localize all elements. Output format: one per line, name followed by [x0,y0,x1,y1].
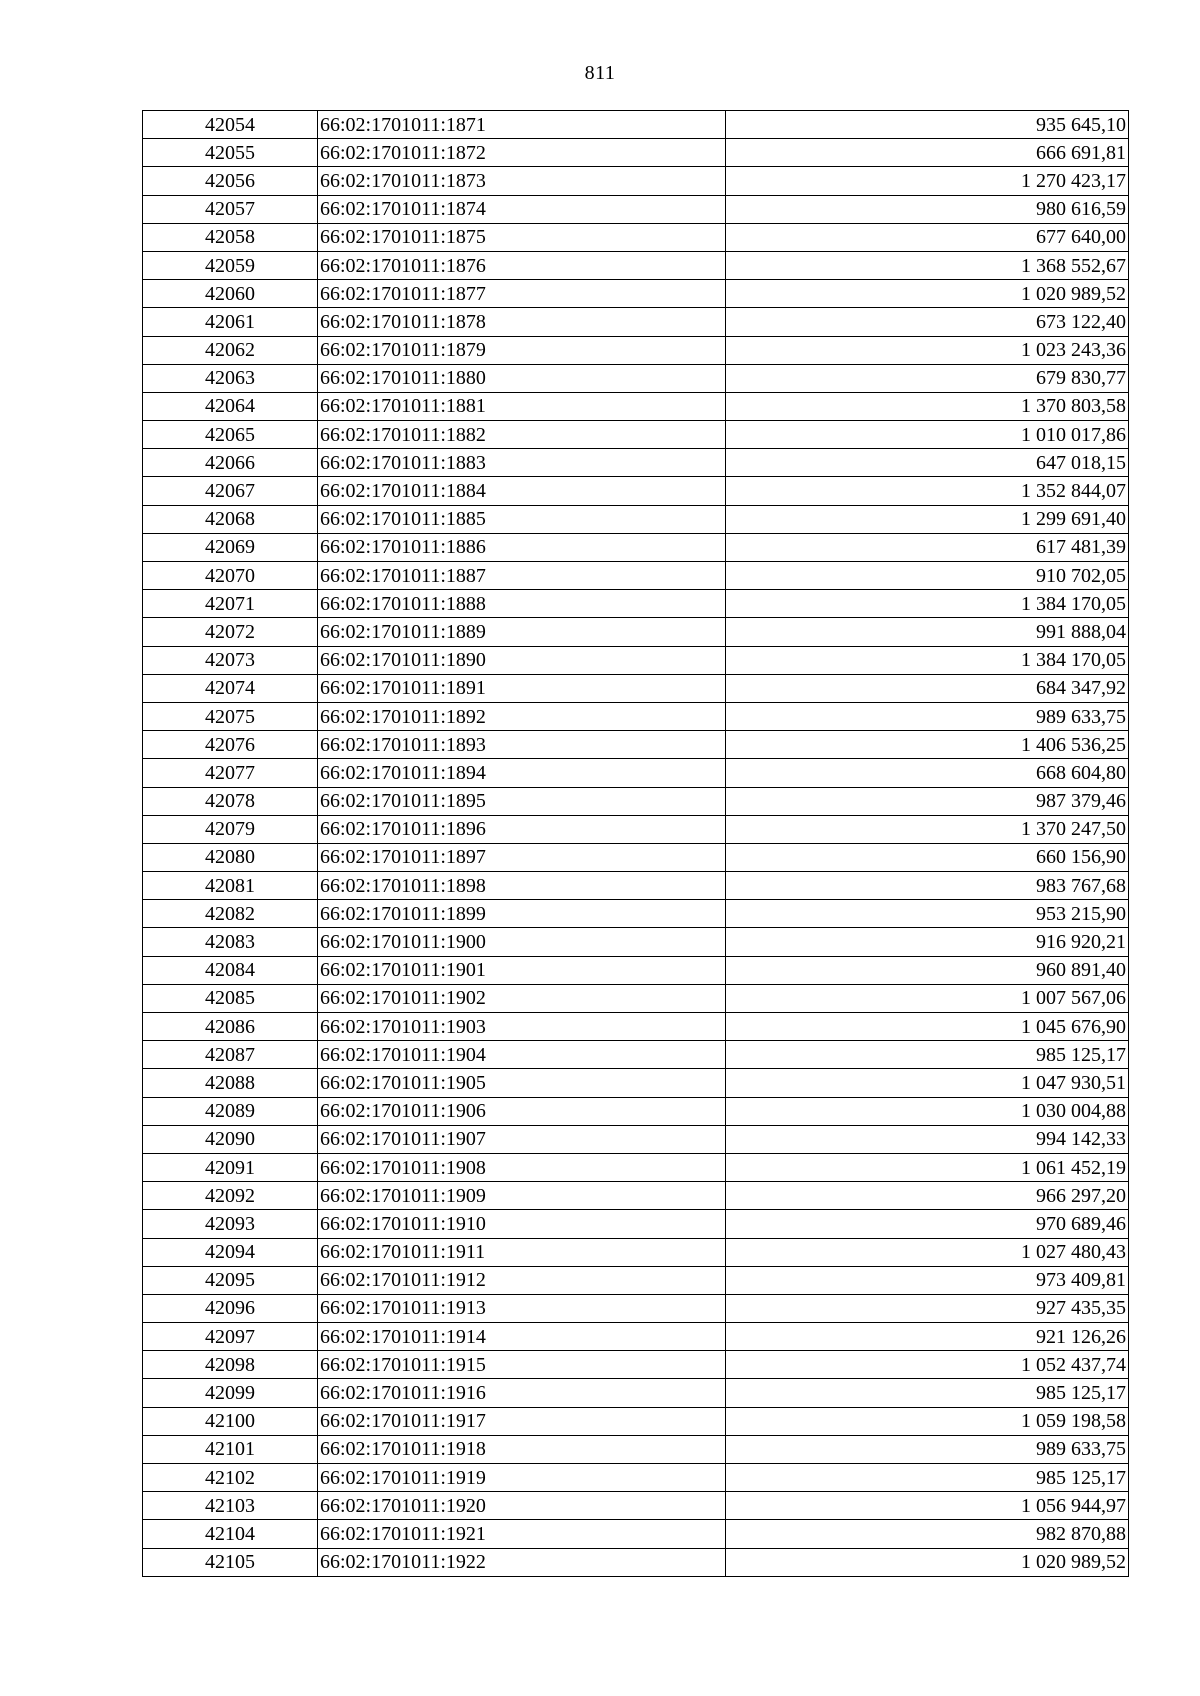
cadastral-value-cell: 1 384 170,05 [726,646,1129,674]
cadastral-number-cell: 66:02:1701011:1881 [318,392,726,420]
cadastral-number-cell: 66:02:1701011:1889 [318,618,726,646]
table-row [143,195,1129,223]
cadastral-number-cell: 66:02:1701011:1887 [318,562,726,590]
cadastral-value-cell: 1 047 930,51 [726,1069,1129,1097]
table-row [143,1351,1129,1379]
cadastral-value-cell: 935 645,10 [726,111,1129,139]
row-number-cell: 42096 [143,1294,318,1322]
table-row [143,1520,1129,1548]
table-row [143,731,1129,759]
table-row [143,1125,1129,1153]
row-number-cell: 42079 [143,815,318,843]
row-number-cell: 42056 [143,167,318,195]
cadastral-number-cell: 66:02:1701011:1902 [318,984,726,1012]
table-row [143,111,1129,139]
table-row [143,1379,1129,1407]
row-number-cell: 42073 [143,646,318,674]
cadastral-value-cell: 1 061 452,19 [726,1153,1129,1181]
table-row [143,1464,1129,1492]
cadastral-value-cell: 989 633,75 [726,1435,1129,1463]
table-row [143,562,1129,590]
cadastral-value-cell: 973 409,81 [726,1266,1129,1294]
cadastral-number-cell: 66:02:1701011:1921 [318,1520,726,1548]
table-row [143,1013,1129,1041]
row-number-cell: 42060 [143,280,318,308]
cadastral-number-cell: 66:02:1701011:1910 [318,1210,726,1238]
row-number-cell: 42092 [143,1182,318,1210]
row-number-cell: 42100 [143,1407,318,1435]
cadastral-number-cell: 66:02:1701011:1883 [318,449,726,477]
cadastral-number-cell: 66:02:1701011:1885 [318,505,726,533]
cadastral-number-cell: 66:02:1701011:1894 [318,759,726,787]
row-number-cell: 42059 [143,251,318,279]
row-number-cell: 42091 [143,1153,318,1181]
cadastral-value-cell: 980 616,59 [726,195,1129,223]
row-number-cell: 42061 [143,308,318,336]
cadastral-value-cell: 970 689,46 [726,1210,1129,1238]
row-number-cell: 42062 [143,336,318,364]
row-number-cell: 42084 [143,956,318,984]
table-body [143,111,1129,1577]
table-row [143,1435,1129,1463]
row-number-cell: 42076 [143,731,318,759]
cadastral-value-cell: 1 384 170,05 [726,590,1129,618]
cadastral-value-cell: 927 435,35 [726,1294,1129,1322]
cadastral-number-cell: 66:02:1701011:1895 [318,787,726,815]
table-row [143,364,1129,392]
cadastral-value-cell: 960 891,40 [726,956,1129,984]
row-number-cell: 42104 [143,1520,318,1548]
row-number-cell: 42055 [143,139,318,167]
cadastral-value-cell: 921 126,26 [726,1323,1129,1351]
table-row [143,1153,1129,1181]
row-number-cell: 42057 [143,195,318,223]
cadastral-value-cell: 1 059 198,58 [726,1407,1129,1435]
table-row [143,646,1129,674]
cadastral-value-cell: 985 125,17 [726,1379,1129,1407]
row-number-cell: 42071 [143,590,318,618]
cadastral-number-cell: 66:02:1701011:1909 [318,1182,726,1210]
cadastral-value-cell: 989 633,75 [726,702,1129,730]
cadastral-number-cell: 66:02:1701011:1906 [318,1097,726,1125]
cadastral-value-cell: 679 830,77 [726,364,1129,392]
table-row [143,449,1129,477]
cadastral-value-cell: 1 352 844,07 [726,477,1129,505]
cadastral-value-cell: 660 156,90 [726,843,1129,871]
cadastral-value-cell: 1 406 536,25 [726,731,1129,759]
table-row [143,590,1129,618]
row-number-cell: 42074 [143,674,318,702]
cadastral-number-cell: 66:02:1701011:1872 [318,139,726,167]
cadastral-number-cell: 66:02:1701011:1886 [318,533,726,561]
cadastral-number-cell: 66:02:1701011:1903 [318,1013,726,1041]
cadastral-value-cell: 1 052 437,74 [726,1351,1129,1379]
row-number-cell: 42070 [143,562,318,590]
cadastral-number-cell: 66:02:1701011:1896 [318,815,726,843]
cadastral-value-cell: 1 299 691,40 [726,505,1129,533]
row-number-cell: 42085 [143,984,318,1012]
cadastral-number-cell: 66:02:1701011:1915 [318,1351,726,1379]
cadastral-value-cell: 1 010 017,86 [726,421,1129,449]
cadastral-value-cell: 953 215,90 [726,900,1129,928]
table-row [143,787,1129,815]
row-number-cell: 42093 [143,1210,318,1238]
table-row [143,251,1129,279]
row-number-cell: 42068 [143,505,318,533]
table-row [143,984,1129,1012]
table-row [143,872,1129,900]
table-row [143,815,1129,843]
cadastral-number-cell: 66:02:1701011:1891 [318,674,726,702]
row-number-cell: 42054 [143,111,318,139]
cadastral-value-cell: 916 920,21 [726,928,1129,956]
table-row [143,533,1129,561]
table-row [143,843,1129,871]
row-number-cell: 42105 [143,1548,318,1576]
cadastral-value-cell: 1 020 989,52 [726,280,1129,308]
cadastral-number-cell: 66:02:1701011:1882 [318,421,726,449]
row-number-cell: 42098 [143,1351,318,1379]
table-row [143,1210,1129,1238]
row-number-cell: 42072 [143,618,318,646]
cadastral-number-cell: 66:02:1701011:1920 [318,1492,726,1520]
table-row [143,1097,1129,1125]
row-number-cell: 42081 [143,872,318,900]
cadastral-number-cell: 66:02:1701011:1888 [318,590,726,618]
table-row [143,505,1129,533]
table-row [143,1041,1129,1069]
cadastral-number-cell: 66:02:1701011:1890 [318,646,726,674]
table-row [143,280,1129,308]
cadastral-value-cell: 1 370 247,50 [726,815,1129,843]
cadastral-value-cell: 1 045 676,90 [726,1013,1129,1041]
cadastral-number-cell: 66:02:1701011:1873 [318,167,726,195]
table-row [143,1548,1129,1576]
cadastral-value-cell: 983 767,68 [726,872,1129,900]
table-row [143,1238,1129,1266]
row-number-cell: 42066 [143,449,318,477]
row-number-cell: 42087 [143,1041,318,1069]
table-row [143,1069,1129,1097]
table-row [143,900,1129,928]
cadastral-number-cell: 66:02:1701011:1916 [318,1379,726,1407]
table-row [143,618,1129,646]
cadastral-number-cell: 66:02:1701011:1919 [318,1464,726,1492]
cadastral-value-cell: 617 481,39 [726,533,1129,561]
cadastral-value-cell: 994 142,33 [726,1125,1129,1153]
cadastral-value-cell: 1 027 480,43 [726,1238,1129,1266]
cadastral-number-cell: 66:02:1701011:1880 [318,364,726,392]
cadastral-number-cell: 66:02:1701011:1899 [318,900,726,928]
table-row [143,1407,1129,1435]
row-number-cell: 42101 [143,1435,318,1463]
cadastral-value-cell: 668 604,80 [726,759,1129,787]
row-number-cell: 42099 [143,1379,318,1407]
cadastral-value-cell: 1 270 423,17 [726,167,1129,195]
cadastral-number-cell: 66:02:1701011:1918 [318,1435,726,1463]
cadastral-value-cell: 966 297,20 [726,1182,1129,1210]
cadastral-number-cell: 66:02:1701011:1901 [318,956,726,984]
row-number-cell: 42103 [143,1492,318,1520]
cadastral-number-cell: 66:02:1701011:1908 [318,1153,726,1181]
row-number-cell: 42067 [143,477,318,505]
cadastral-number-cell: 66:02:1701011:1878 [318,308,726,336]
cadastral-value-cell: 910 702,05 [726,562,1129,590]
cadastral-number-cell: 66:02:1701011:1905 [318,1069,726,1097]
cadastral-number-cell: 66:02:1701011:1884 [318,477,726,505]
cadastral-value-cell: 1 056 944,97 [726,1492,1129,1520]
cadastral-value-cell: 1 007 567,06 [726,984,1129,1012]
page-number: 811 [584,62,616,84]
table-row [143,702,1129,730]
cadastral-number-cell: 66:02:1701011:1912 [318,1266,726,1294]
cadastral-number-cell: 66:02:1701011:1917 [318,1407,726,1435]
cadastral-number-cell: 66:02:1701011:1898 [318,872,726,900]
table-row [143,392,1129,420]
cadastral-number-cell: 66:02:1701011:1892 [318,702,726,730]
row-number-cell: 42064 [143,392,318,420]
table-row [143,1182,1129,1210]
cadastral-value-cell: 985 125,17 [726,1041,1129,1069]
table-row [143,223,1129,251]
row-number-cell: 42088 [143,1069,318,1097]
row-number-cell: 42095 [143,1266,318,1294]
cadastral-value-cell: 985 125,17 [726,1464,1129,1492]
cadastral-number-cell: 66:02:1701011:1876 [318,251,726,279]
table-row [143,421,1129,449]
cadastral-value-cell: 982 870,88 [726,1520,1129,1548]
cadastral-value-cell: 677 640,00 [726,223,1129,251]
cadastral-number-cell: 66:02:1701011:1897 [318,843,726,871]
cadastral-number-cell: 66:02:1701011:1922 [318,1548,726,1576]
row-number-cell: 42094 [143,1238,318,1266]
row-number-cell: 42086 [143,1013,318,1041]
row-number-cell: 42077 [143,759,318,787]
cadastral-number-cell: 66:02:1701011:1904 [318,1041,726,1069]
table-row [143,928,1129,956]
cadastral-value-cell: 1 030 004,88 [726,1097,1129,1125]
table-row [143,674,1129,702]
cadastral-number-cell: 66:02:1701011:1893 [318,731,726,759]
table-row [143,167,1129,195]
row-number-cell: 42080 [143,843,318,871]
row-number-cell: 42083 [143,928,318,956]
row-number-cell: 42078 [143,787,318,815]
row-number-cell: 42090 [143,1125,318,1153]
table-row [143,336,1129,364]
cadastral-number-cell: 66:02:1701011:1913 [318,1294,726,1322]
table-row [143,1294,1129,1322]
cadastral-number-cell: 66:02:1701011:1911 [318,1238,726,1266]
cadastral-value-cell: 647 018,15 [726,449,1129,477]
table-row [143,956,1129,984]
table-row [143,308,1129,336]
cadastral-number-cell: 66:02:1701011:1874 [318,195,726,223]
cadastral-number-cell: 66:02:1701011:1914 [318,1323,726,1351]
cadastral-number-cell: 66:02:1701011:1877 [318,280,726,308]
cadastral-number-cell: 66:02:1701011:1900 [318,928,726,956]
row-number-cell: 42065 [143,421,318,449]
table-row [143,759,1129,787]
cadastral-value-cell: 1 368 552,67 [726,251,1129,279]
cadastral-value-cell: 991 888,04 [726,618,1129,646]
row-number-cell: 42063 [143,364,318,392]
cadastral-value-cell: 987 379,46 [726,787,1129,815]
table-row [143,1266,1129,1294]
cadastral-value-cell: 1 370 803,58 [726,392,1129,420]
cadastral-value-cell: 666 691,81 [726,139,1129,167]
cadastral-number-cell: 66:02:1701011:1871 [318,111,726,139]
row-number-cell: 42075 [143,702,318,730]
cadastral-number-cell: 66:02:1701011:1879 [318,336,726,364]
table-row [143,477,1129,505]
cadastral-value-table [142,110,1129,1577]
row-number-cell: 42058 [143,223,318,251]
row-number-cell: 42097 [143,1323,318,1351]
cadastral-number-cell: 66:02:1701011:1907 [318,1125,726,1153]
row-number-cell: 42082 [143,900,318,928]
cadastral-value-cell: 1 020 989,52 [726,1548,1129,1576]
cadastral-value-cell: 673 122,40 [726,308,1129,336]
row-number-cell: 42102 [143,1464,318,1492]
cadastral-number-cell: 66:02:1701011:1875 [318,223,726,251]
table-row [143,139,1129,167]
cadastral-value-cell: 1 023 243,36 [726,336,1129,364]
cadastral-value-cell: 684 347,92 [726,674,1129,702]
row-number-cell: 42069 [143,533,318,561]
table-row [143,1492,1129,1520]
row-number-cell: 42089 [143,1097,318,1125]
table-row [143,1323,1129,1351]
